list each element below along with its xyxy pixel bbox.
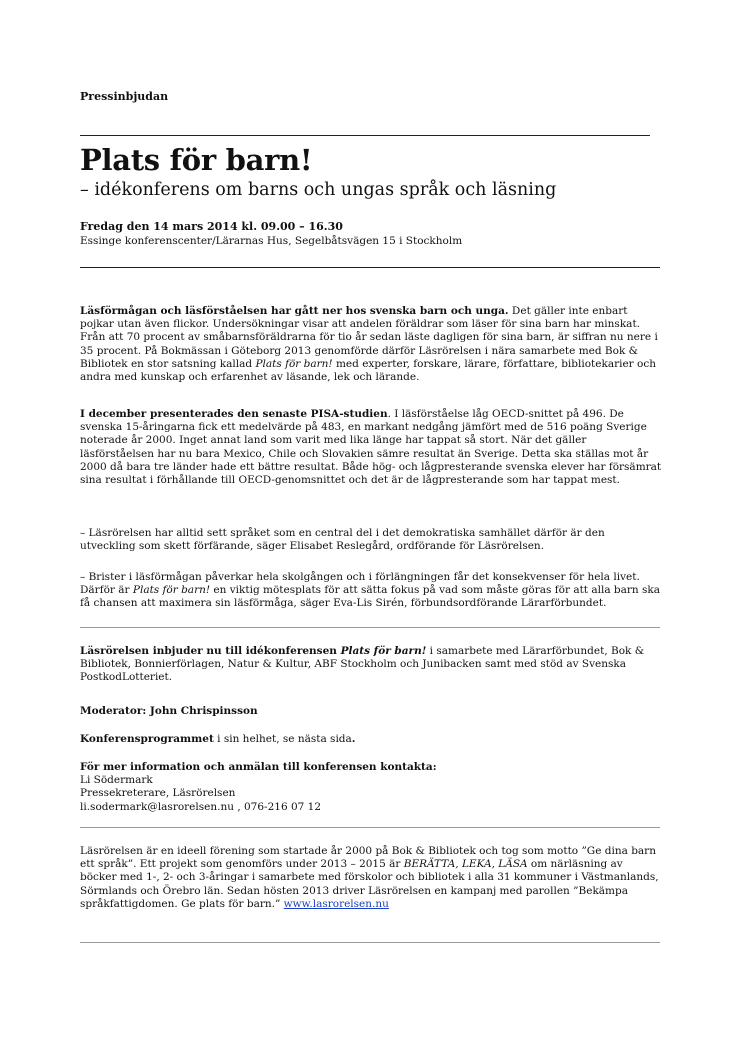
paragraph-invite — [80, 645, 662, 685]
quote-siren-emphasis: Plats för barn! — [132, 584, 211, 597]
intro-emphasis: Plats för barn! — [255, 357, 333, 370]
invite-emphasis: Plats för barn! — [340, 645, 427, 657]
moderator-text: Moderator: John Chrispinsson — [80, 705, 258, 717]
quote-siren-text-end: en viktig mötesplats för att sätta fokus på vad som måste göras för att alla barn ska få chansen att maximera sin läsförmåga, säger Eva-Lis Sirén, förbundsordförande Lärarförbundet. — [80, 584, 661, 610]
press-label: Pressinbjudan — [80, 90, 169, 103]
page-subtitle: – idékonferens om barns och ungas språk och läsning — [80, 180, 557, 200]
moderator — [80, 705, 662, 718]
intro-lead: Läsförmågan och läsförståelsen har gått ner hos svenska barn och unga. — [80, 305, 509, 317]
intro-text-end: med experter, forskare, lärare, författare, bibliotekarier och andra med kunskap och erfarenhet av läsande, lek och lärande. — [80, 357, 656, 384]
about-text: Läsrörelsen är en ideell förening som startade år 2000 på Bok & Bibliotek och tog som motto ”Ge dina barn ett språk”. Ett projekt som genomförs under 2013 – 2015 är — [80, 845, 656, 871]
invite-lead: Läsrörelsen inbjuder nu till idékonferensen — [80, 645, 341, 657]
contact-heading: För mer information och anmälan till konferensen kontakta: — [80, 761, 437, 773]
website-link[interactable]: www.lasrorelsen.nu — [283, 897, 389, 910]
program-end: . — [351, 733, 356, 745]
quote-siren-text: – Brister i läsförmågan påverkar hela skolgången och i förlängningen får det konsekvenser för hela livet. Därför är — [80, 571, 640, 597]
intro-text: Det gäller inte enbart pojkar utan även flickor. Undersökningar visar att andelen föräldrar som läser för sina barn har minskat. Från att 70 procent av småbarnsföräldrarna för tio år sedan läste dagligen för sina barn, är siffran nu nere i 35 procent. På Bokmässan i Göteborg 2013 genomförde därför Läsrörelsen i nära samarbete med Bok & Bibliotek en stor satsning kallad — [80, 305, 658, 370]
program-text: i sin helhet, se nästa sida — [213, 733, 352, 745]
divider-about — [80, 827, 660, 828]
event-date: Fredag den 14 mars 2014 kl. 09.00 – 16.30 — [80, 220, 343, 233]
paragraph-about — [80, 845, 662, 911]
program-lead: Konferensprogrammet — [80, 733, 214, 745]
contact-block — [80, 761, 662, 814]
contact-details[interactable]: li.sodermark@lasrorelsen.nu , 076-216 07 12 — [80, 800, 322, 813]
divider-top — [80, 135, 650, 136]
about-text-end: om närläsning av böcker med 1-, 2- och 3-åringar i samarbete med förskolor och bibliotek i alla 31 kommuner i Västmanlands, Sörmlands och Örebro län. Sedan hösten 2013 driver Läsrörelsen en kampanj med parollen ”Bekämpa språkfattigdomen. Ge plats för barn.” — [80, 858, 659, 910]
quote-reslegard-text: – Läsrörelsen har alltid sett språket som en central del i det demokratiska samhället därför är den utveckling som skett förfärande, säger Elisabet Reslegård, ordförande för Läsrörelsen. — [80, 527, 605, 553]
contact-role: Pressekreterare, Läsrörelsen — [80, 787, 236, 800]
pisa-lead: I december presenterades den senaste PISA-studien — [80, 408, 388, 420]
quote-siren — [80, 571, 662, 611]
pisa-text: . I läsförståelse låg OECD-snittet på 496. De svenska 15-åringarna fick ett medelvärde på 483, en markant nedgång jämfört med de 516 poäng Sverige noterade år 2000. Inget annat land som varit med lika länge har tappat så stort. När det gäller läsförståelsen har nu bara Mexico, Chile och Slovakien sämre resultat än Sverige. Detta ska ställas mot år 2000 då bara tre länder hade ett bättre resultat. Både hög- och lågpresterande svenska elever har försämrat sina resultat i förhållande till OECD-genomsnittet och det är de lågpresterande som har tappat mest. — [80, 408, 662, 487]
paragraph-pisa — [80, 408, 662, 487]
page-title: Plats för barn! — [80, 143, 313, 177]
about-emphasis: BERÄTTA, LEKA, LÄSA — [403, 858, 528, 871]
contact-name: Li Södermark — [80, 774, 153, 787]
quote-reslegard — [80, 527, 662, 553]
program-note — [80, 733, 662, 746]
divider-bottom — [80, 942, 660, 943]
event-venue: Essinge konferenscenter/Lärarnas Hus, Segelbåtsvägen 15 i Stockholm — [80, 235, 463, 247]
divider-header — [80, 267, 660, 268]
divider-mid — [80, 627, 660, 628]
invite-text: i samarbete med Lärarförbundet, Bok & Bibliotek, Bonnierförlagen, Natur & Kultur, ABF Stockholm och Junibacken samt med stöd av Svenska PostkodLotteriet. — [80, 645, 645, 684]
paragraph-intro — [80, 305, 662, 384]
